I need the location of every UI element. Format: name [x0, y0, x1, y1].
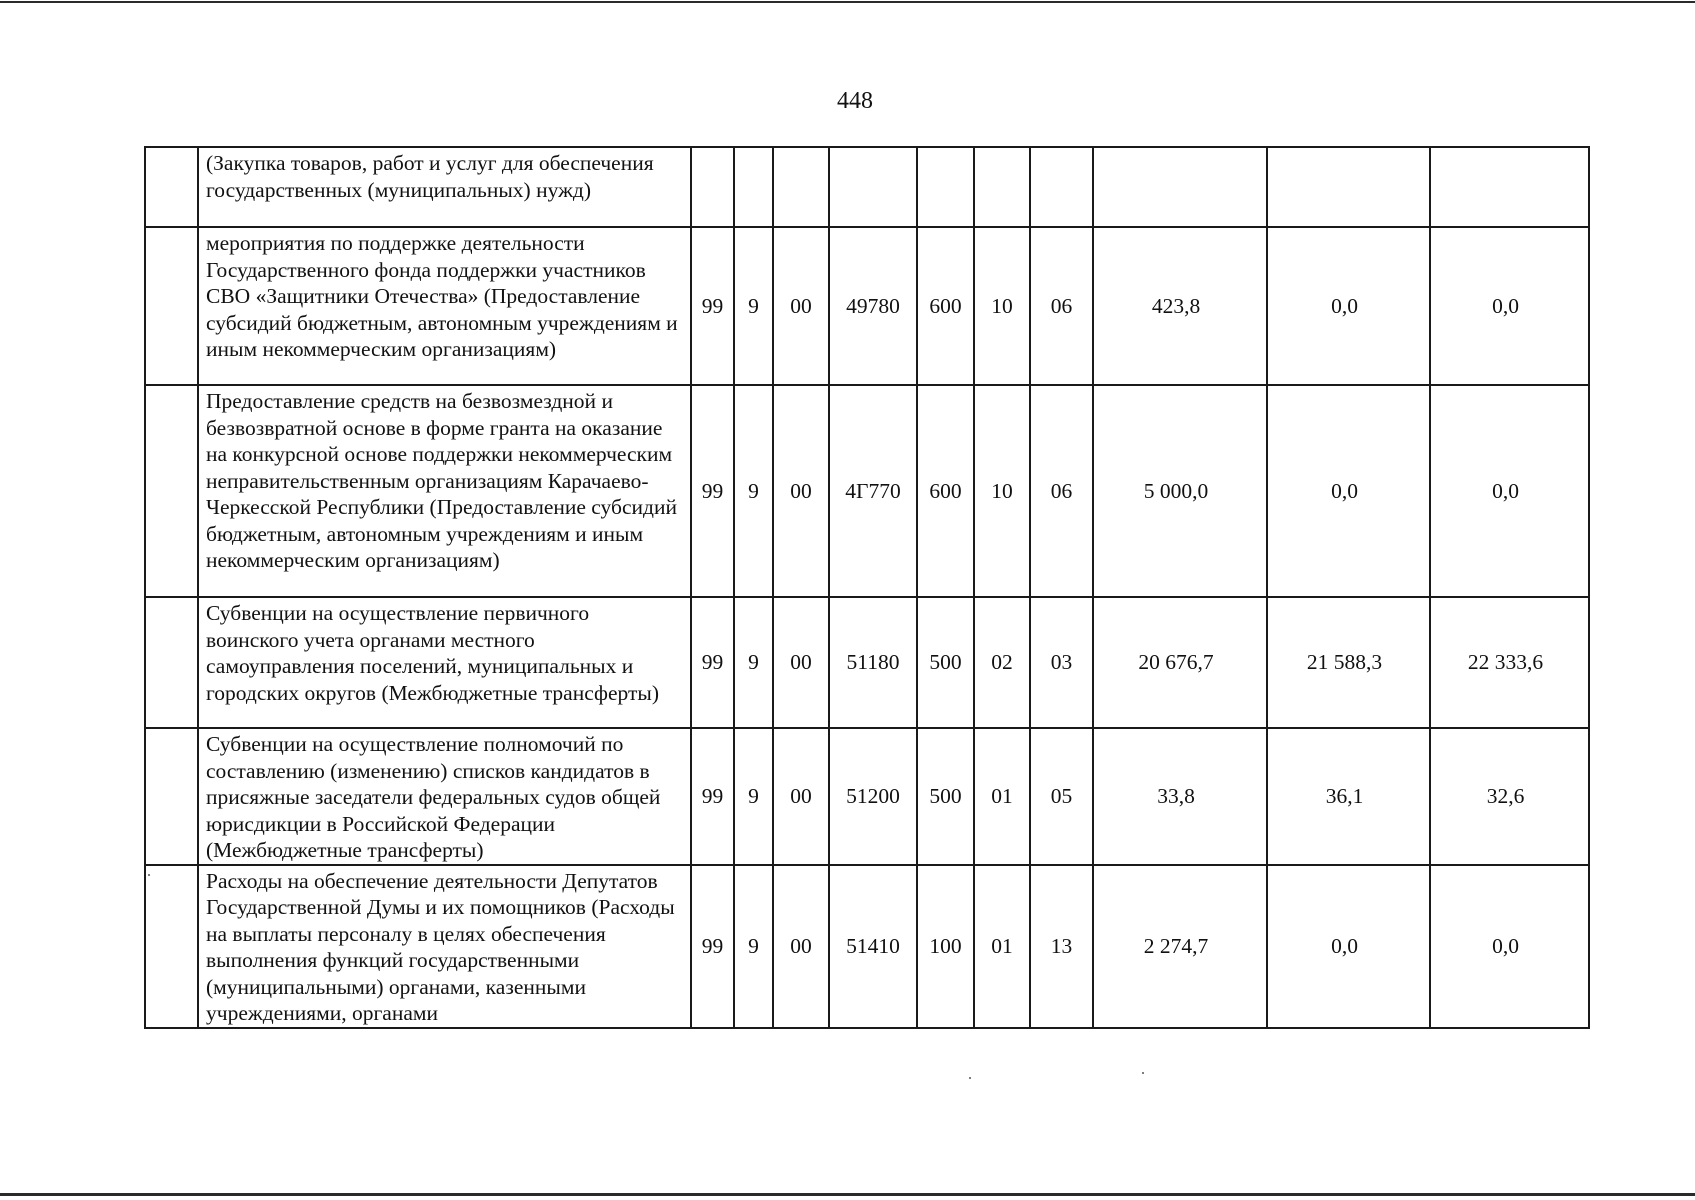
code-group [773, 147, 829, 227]
code-section: 01 [974, 865, 1030, 1028]
amount-year-1: 2 274,7 [1093, 865, 1267, 1028]
table-row [145, 597, 1589, 728]
amount-year-3: 0,0 [1430, 865, 1589, 1028]
code-subprogram: 9 [734, 227, 773, 385]
row-description: Субвенции на осуществление полномочий по составлению (изменению) списков кандидатов в присяжные заседатели федеральных судов общей юрисдикции в Российской Федерации (Межбюджетные трансферты) [198, 728, 691, 865]
budget-table [144, 146, 1590, 1029]
code-expense-type: 500 [917, 728, 974, 865]
code-expense-type: 500 [917, 597, 974, 728]
code-expense-type: 600 [917, 227, 974, 385]
row-description: Субвенции на осуществление первичного воинского учета органами местного самоуправления поселений, муниципальных и городских округов (Межбюджетные трансферты) [198, 597, 691, 728]
scan-speck [1142, 1072, 1144, 1074]
table-row [145, 385, 1589, 597]
code-section: 01 [974, 728, 1030, 865]
code-subprogram [734, 147, 773, 227]
row-description: Расходы на обеспечение деятельности Депутатов Государственной Думы и их помощников (Расходы на выплаты персоналу в целях обеспечения выполнения функций государственными (муниципальными) органами, казенными учреждениями, органами [198, 865, 691, 1028]
row-index-cell [145, 865, 198, 1028]
amount-year-1: 20 676,7 [1093, 597, 1267, 728]
code-section: 10 [974, 227, 1030, 385]
code-program: 99 [691, 597, 734, 728]
amount-year-1: 423,8 [1093, 227, 1267, 385]
code-group: 00 [773, 227, 829, 385]
amount-year-2: 0,0 [1267, 385, 1430, 597]
amount-year-3: 0,0 [1430, 385, 1589, 597]
row-index-cell [145, 728, 198, 865]
table-row [145, 147, 1589, 227]
code-expense-type: 100 [917, 865, 974, 1028]
amount-year-1: 33,8 [1093, 728, 1267, 865]
code-direction: 4Г770 [829, 385, 917, 597]
row-description: мероприятия по поддержке деятельности Государственного фонда поддержки участников СВО «Защитники Отечества» (Предоставление субсидий бюджетным, автономным учреждениям и иным некоммерческим организациям) [198, 227, 691, 385]
code-section: 10 [974, 385, 1030, 597]
code-subsection: 05 [1030, 728, 1093, 865]
code-group: 00 [773, 865, 829, 1028]
amount-year-2: 21 588,3 [1267, 597, 1430, 728]
amount-year-3: 22 333,6 [1430, 597, 1589, 728]
code-subprogram: 9 [734, 597, 773, 728]
scan-speck [969, 1077, 971, 1079]
code-group: 00 [773, 385, 829, 597]
scan-speck [148, 874, 150, 876]
scan-bottom-edge [0, 1193, 1695, 1196]
code-section: 02 [974, 597, 1030, 728]
table-row [145, 728, 1589, 865]
code-subprogram: 9 [734, 728, 773, 865]
scan-top-edge [0, 1, 1695, 3]
code-direction: 51410 [829, 865, 917, 1028]
amount-year-2: 0,0 [1267, 865, 1430, 1028]
code-direction: 51200 [829, 728, 917, 865]
code-program: 99 [691, 227, 734, 385]
code-subprogram: 9 [734, 865, 773, 1028]
row-index-cell [145, 597, 198, 728]
code-subsection: 06 [1030, 227, 1093, 385]
table-row [145, 865, 1589, 1028]
code-direction [829, 147, 917, 227]
code-section [974, 147, 1030, 227]
code-direction: 51180 [829, 597, 917, 728]
page-number: 448 [837, 88, 873, 114]
code-subprogram: 9 [734, 385, 773, 597]
code-expense-type [917, 147, 974, 227]
code-direction: 49780 [829, 227, 917, 385]
code-program: 99 [691, 728, 734, 865]
amount-year-1 [1093, 147, 1267, 227]
amount-year-3: 0,0 [1430, 227, 1589, 385]
amount-year-2: 0,0 [1267, 227, 1430, 385]
code-subsection: 03 [1030, 597, 1093, 728]
row-description: (Закупка товаров, работ и услуг для обеспечения государственных (муниципальных) нужд) [198, 147, 691, 227]
table-row [145, 227, 1589, 385]
row-index-cell [145, 147, 198, 227]
amount-year-2: 36,1 [1267, 728, 1430, 865]
code-program: 99 [691, 385, 734, 597]
code-subsection: 13 [1030, 865, 1093, 1028]
row-index-cell [145, 385, 198, 597]
row-description: Предоставление средств на безвозмездной и безвозвратной основе в форме гранта на оказание на конкурсной основе поддержки некоммерческим неправительственным организациям Карачаево-Черкесской Республики (Предоставление субсидий бюджетным, автономным учреждениям и иным некоммерческим организациям) [198, 385, 691, 597]
amount-year-2 [1267, 147, 1430, 227]
row-index-cell [145, 227, 198, 385]
amount-year-1: 5 000,0 [1093, 385, 1267, 597]
amount-year-3: 32,6 [1430, 728, 1589, 865]
code-subsection [1030, 147, 1093, 227]
amount-year-3 [1430, 147, 1589, 227]
code-expense-type: 600 [917, 385, 974, 597]
code-group: 00 [773, 597, 829, 728]
code-program [691, 147, 734, 227]
code-group: 00 [773, 728, 829, 865]
code-subsection: 06 [1030, 385, 1093, 597]
code-program: 99 [691, 865, 734, 1028]
